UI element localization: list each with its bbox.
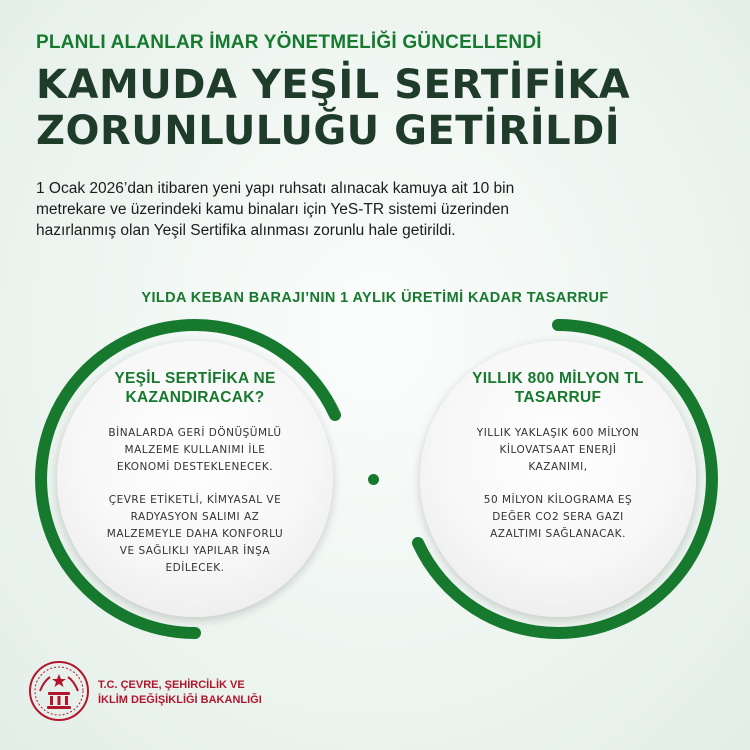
right-info-circle <box>398 319 718 639</box>
right-heading-line-1: YILLIK 800 MİLYON TL <box>472 370 644 387</box>
left-p2-line-1: ÇEVRE ETİKETLİ, KİMYASAL VE <box>108 494 282 506</box>
right-p2-line-1: 50 MİLYON KİLOGRAMA EŞ <box>483 494 633 506</box>
ministry-name-line-2: İKLİM DEĞİŞİKLİĞİ BAKANLIĞI <box>98 694 262 706</box>
ministry-name-line-1: T.C. ÇEVRE, ŞEHİRCİLİK VE <box>98 679 245 691</box>
left-info-circle <box>35 319 355 639</box>
title-line-1: KAMUDA YEŞİL SERTİFİKA <box>36 62 631 108</box>
right-p2-line-3: AZALTIMI SAĞLANACAK. <box>490 528 626 540</box>
intro-line-3: hazırlanmış olan Yeşil Sertifika alınması zorunlu hale getirildi. <box>36 222 456 239</box>
left-circle-content <box>75 369 315 577</box>
right-circle-content <box>438 369 678 543</box>
kicker-headline: PLANLI ALANLAR İMAR YÖNETMELİĞİ GÜNCELLENDİ <box>36 32 542 53</box>
left-heading-line-1: YEŞİL SERTİFİKA NE <box>114 370 276 387</box>
right-p1-line-3: KAZANIMI, <box>528 461 588 473</box>
savings-subheadline: YILDA KEBAN BARAJI’NIN 1 AYLIK ÜRETİMİ KADAR TASARRUF <box>141 290 609 306</box>
ministry-emblem-icon <box>28 660 90 722</box>
left-circle-heading <box>75 369 315 407</box>
left-p1-line-2: MALZEME KULLANIMI İLE <box>124 444 266 456</box>
left-p1-line-1: BİNALARDA GERİ DÖNÜŞÜMLÜ <box>108 427 282 439</box>
right-paragraph-1 <box>438 425 678 476</box>
left-p2-line-3: MALZEMEYLE DAHA KONFORLU <box>106 528 284 540</box>
right-paragraph-2 <box>438 492 678 543</box>
left-paragraph-2 <box>75 492 315 577</box>
intro-line-2: metrekare ve üzerindeki kamu binaları için YeS-TR sistemi üzerinden <box>36 201 509 218</box>
intro-paragraph <box>36 178 676 241</box>
page-title <box>36 62 716 154</box>
right-p1-line-2: KİLOVATSAAT ENERJİ <box>499 444 617 456</box>
right-circle-heading <box>438 369 678 407</box>
intro-line-1: 1 Ocak 2026’dan itibaren yeni yapı ruhsatı alınacak kamuya ait 10 bin <box>36 180 515 197</box>
ministry-name <box>98 678 262 708</box>
left-p1-line-3: EKONOMİ DESTEKLENECEK. <box>116 461 274 473</box>
left-p2-line-5: EDİLECEK. <box>165 562 225 574</box>
left-paragraph-1 <box>75 425 315 476</box>
title-line-2: ZORUNLULUĞU GETİRİLDİ <box>36 108 621 154</box>
right-p1-line-1: YILLIK YAKLAŞIK 600 MİLYON <box>476 427 640 439</box>
center-dot <box>368 474 379 485</box>
left-p2-line-2: RADYASYON SALIMI AZ <box>130 511 260 523</box>
right-p2-line-2: DEĞER CO2 SERA GAZI <box>492 511 624 523</box>
right-heading-line-2: TASARRUF <box>514 389 602 406</box>
left-heading-line-2: KAZANDIRACAK? <box>125 389 265 406</box>
left-p2-line-4: VE SAĞLIKLI YAPILAR İNŞA <box>119 545 271 557</box>
